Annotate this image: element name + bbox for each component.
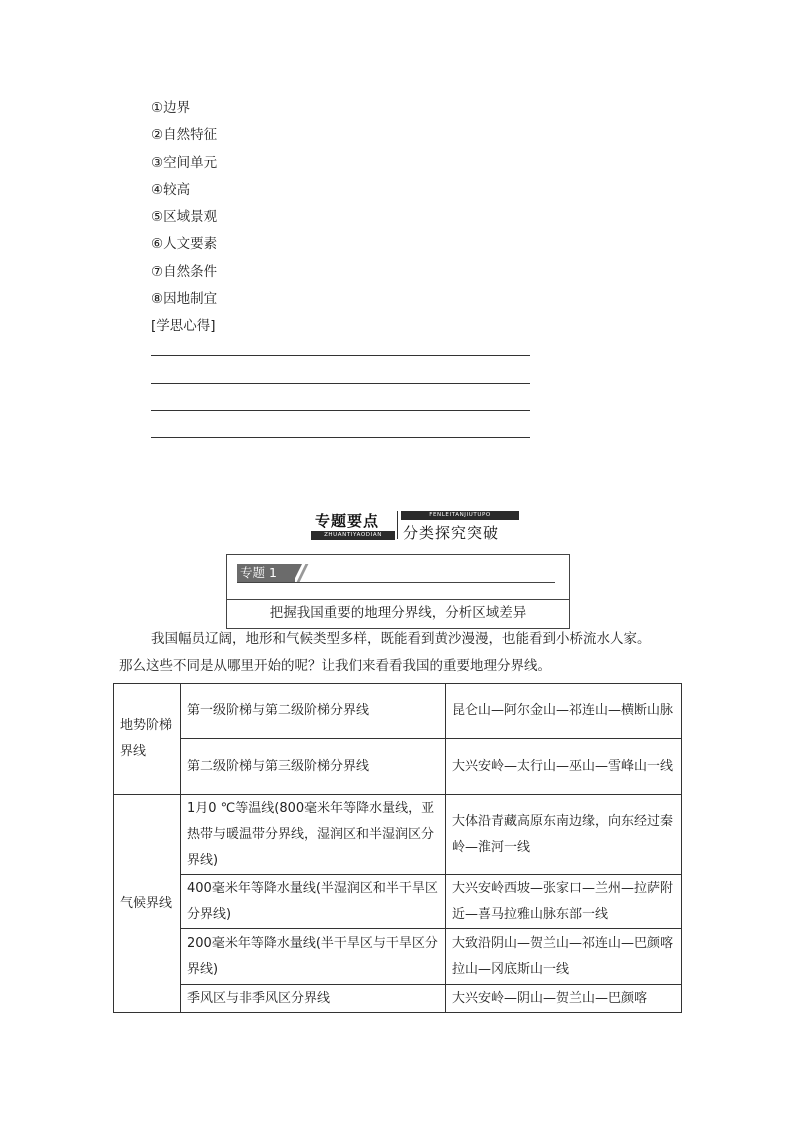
boundary-location: 大兴安岭—阴山—贺兰山—巴颜喀 — [446, 985, 682, 1013]
writing-line[interactable] — [151, 437, 530, 438]
banner-divider — [397, 511, 398, 539]
table-row — [114, 684, 682, 739]
category-climate: 气候界线 — [114, 795, 181, 1013]
boundary-location: 昆仑山—阿尔金山—祁连山—横断山脉 — [446, 684, 682, 739]
boundary-line: 1月0 ℃等温线(800毫米年等降水量线，亚热带与暖温带分界线，湿润区和半湿润区分界线) — [181, 795, 446, 875]
banner-left-title: 专题要点 — [315, 512, 380, 530]
banner-left-pinyin: ZHUANTIYAODIAN — [311, 531, 395, 540]
banner-right-pinyin: FENLEITANJIUTUPO — [401, 511, 519, 520]
topic-tag: 专题 1 — [237, 564, 295, 582]
answer-list — [151, 95, 217, 313]
table-row — [114, 929, 682, 985]
intro-paragraph — [119, 626, 679, 680]
table-row — [114, 985, 682, 1013]
answer-item: ①边界 — [151, 100, 191, 116]
intro-line: 我国幅员辽阔，地形和气候类型多样，既能看到黄沙漫漫，也能看到小桥流水人家。 — [151, 631, 651, 647]
writing-line[interactable] — [151, 410, 530, 411]
boundary-location: 大体沿青藏高原东南边缘，向东经过秦岭—淮河一线 — [446, 795, 682, 875]
section-banner — [309, 509, 519, 541]
answer-item: ⑥人文要素 — [151, 236, 218, 253]
boundary-location: 大兴安岭—太行山—巫山—雪峰山一线 — [446, 739, 682, 795]
boundary-line: 400毫米年等降水量线(半湿润区和半干旱区分界线) — [181, 875, 446, 929]
boundary-line: 第二级阶梯与第三级阶梯分界线 — [181, 739, 446, 795]
answer-item: ②自然特征 — [151, 127, 218, 144]
boundary-location: 大兴安岭西坡—张家口—兰州—拉萨附近—喜马拉雅山脉东部一线 — [446, 875, 682, 929]
answer-item: ③空间单元 — [151, 154, 218, 171]
writing-line[interactable] — [151, 355, 530, 356]
table-row — [114, 795, 682, 875]
answer-item: ⑦自然条件 — [151, 263, 218, 280]
intro-line: 那么这些不同是从哪里开始的呢？让我们来看看我国的重要地理分界线。 — [119, 658, 551, 674]
table-row — [114, 739, 682, 795]
reflection-label: [学思心得] — [151, 318, 216, 334]
banner-right — [401, 509, 519, 541]
boundary-line: 第一级阶梯与第二级阶梯分界线 — [181, 684, 446, 739]
boundary-location: 大致沿阴山—贺兰山—祁连山—巴颜喀拉山—冈底斯山一线 — [446, 929, 682, 985]
boundary-line: 季风区与非季风区分界线 — [181, 985, 446, 1013]
topic-underline — [237, 582, 555, 583]
boundary-line: 200毫米年等降水量线(半干旱区与干旱区分界线) — [181, 929, 446, 985]
banner-left — [309, 509, 395, 541]
topic-title: 把握我国重要的地理分界线，分析区域差异 — [269, 605, 527, 621]
category-terrain: 地势阶梯界线 — [114, 684, 181, 795]
writing-line[interactable] — [151, 383, 530, 384]
answer-item: ④较高 — [151, 181, 191, 198]
banner-right-title: 分类探究突破 — [403, 524, 500, 542]
boundary-table — [113, 683, 682, 1013]
answer-item: ⑤区域景观 — [151, 209, 218, 226]
table-row — [114, 875, 682, 929]
topic-divider — [227, 599, 569, 600]
topic-box — [226, 554, 570, 629]
answer-item: ⑧因地制宜 — [151, 291, 218, 308]
